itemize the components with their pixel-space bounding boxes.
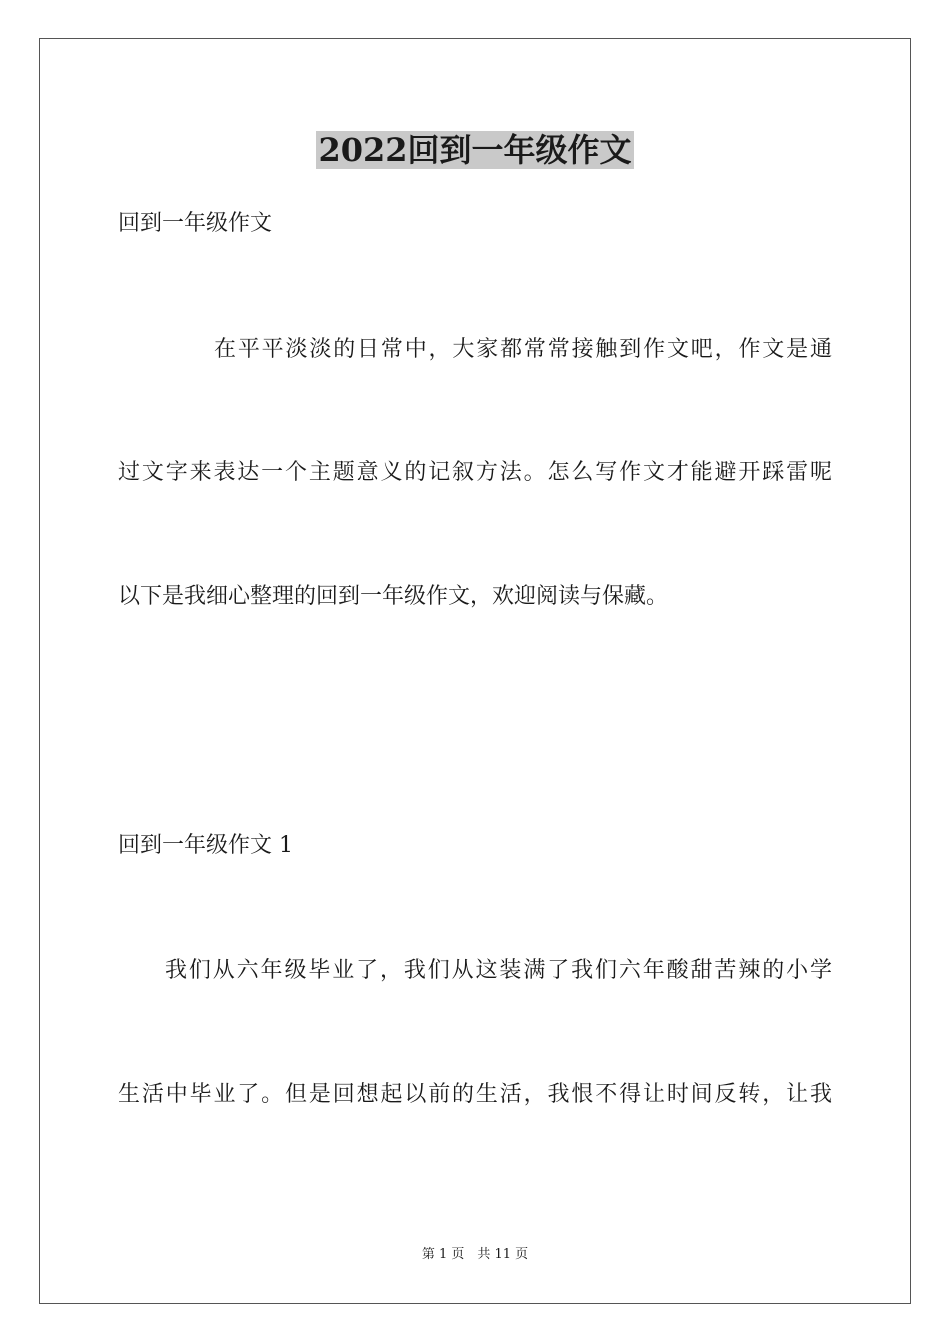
essay-heading: 回到一年级作文 1 xyxy=(118,833,293,858)
intro-paragraph-line-3: 以下是我细心整理的回到一年级作文，欢迎阅读与保藏。 xyxy=(118,584,669,609)
page-footer: 第 1 页 共 11 页 xyxy=(421,1247,529,1262)
intro-paragraph-line-2: 过文字来表达一个主题意义的记叙方法。怎么写作文才能避开踩雷呢 xyxy=(118,460,832,485)
section-heading: 回到一年级作文 xyxy=(118,211,273,236)
intro-paragraph-line-1: 在平平淡淡的日常中，大家都常常接触到作文吧，作文是通 xyxy=(214,337,832,362)
document-title: 2022回到一年级作文 xyxy=(318,131,632,169)
essay-paragraph-line-1: 我们从六年级毕业了，我们从这装满了我们六年酸甜苦辣的小学 xyxy=(165,958,832,983)
document-title-container xyxy=(0,128,950,172)
essay-paragraph-line-2: 生活中毕业了。但是回想起以前的生活，我恨不得让时间反转，让我 xyxy=(118,1082,832,1107)
